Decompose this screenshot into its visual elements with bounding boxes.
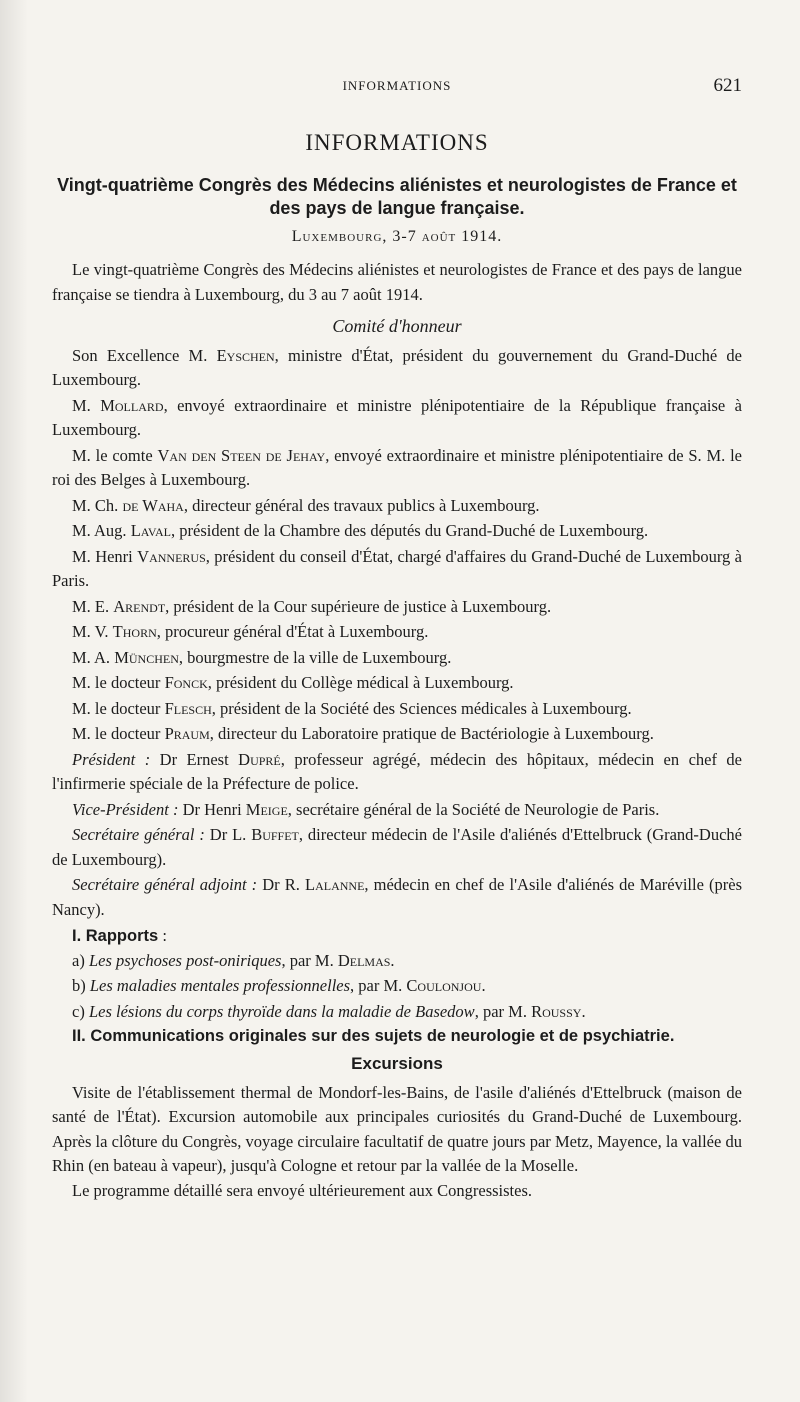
member-prefix: M. V. [72,622,113,641]
dateline: Luxembourg, 3-7 août 1914. [291,228,503,245]
member-name: de Waha [122,495,184,515]
member-name: Laval [130,521,172,540]
member-prefix: M. A. [72,647,115,667]
rapport-title: Les maladies mentales professionnelles [89,976,351,995]
comite-member [52,519,742,544]
member-description: , président de la Chambre des députés du Grand-Duché de Luxembourg. [171,521,649,540]
rapport-author: Roussy [531,1001,582,1021]
officer-role: Secrétaire général adjoint : [72,875,258,894]
member-description: , président du Collège médical à Luxembourg. [207,673,514,692]
member-description: , envoyé extraordinaire et ministre plénipotentiaire de S. M. le roi des Belges à Luxembourg. [52,445,742,489]
running-header [52,75,742,100]
member-description: , président de la Cour supérieure de justice à Luxembourg. [165,596,552,616]
member-name: Eyschen [216,345,275,365]
officers-list [52,748,742,923]
comite-member [52,646,742,671]
comite-members [52,344,742,747]
member-description: , envoyé extraordinaire et ministre plénipotentiaire de la République française à Luxembourg. [52,395,742,439]
comite-member [52,671,742,696]
member-prefix: M. Ch. [72,495,123,515]
member-prefix: Son Excellence M. [72,345,217,365]
rapport-author: Delmas [337,950,391,970]
officer-entry [52,873,742,922]
rapport-item [52,949,742,974]
comite-member [52,545,742,594]
rapport-author: Coulonjou [406,976,482,995]
rapport-letter: a) [72,950,85,970]
rapport-author-prefix: , par M. [474,1001,532,1021]
member-name: Arendt [113,596,166,616]
closing-paragraph: Le programme détaillé sera envoyé ultérieurement aux Congressistes. [72,1180,533,1200]
officer-prefix: Dr R. [257,875,306,894]
comite-member [52,494,742,519]
comite-member [52,444,742,493]
article-body [52,258,742,1203]
officer-entry [52,748,742,797]
officer-role: Secrétaire général : [72,825,205,844]
officer-prefix: Dr Ernest [150,749,239,769]
excursions-paragraph: Visite de l'établissement thermal de Mondorf-les-Bains, de l'asile d'aliénés d'Ettelbruck (maison de santé de l'État). Excursion automobile aux principales curiosités du Grand-Duché de Luxembourg. Après la clôture du Congrès, voyage circulaire facultatif de quatre jours par Metz, Mayence, la vallée du Rhin (en bateau à vapeur), jusqu'à Cologne et retour par la vallée de la Moselle. [52,1082,742,1175]
member-name: Van den Steen de Jehay [157,445,326,465]
excursions-title: Excursions [351,1054,443,1073]
comite-member [52,394,742,443]
member-name: Flesch [164,698,212,718]
officer-prefix: Dr L. [204,825,252,844]
officer-name: Dupré [238,749,281,769]
member-prefix: M. [72,395,101,415]
member-prefix: M. Henri [72,546,138,566]
rapport-item [52,1000,742,1025]
officer-description: , professeur agrégé, médecin des hôpitaux, médecin en chef de l'infirmerie spéciale de la Préfecture de police. [52,749,742,793]
communications-heading: II. Communications originales sur des sujets de neurologie et de psychiatrie. [72,1027,675,1045]
rapports-heading: I. Rapports [72,927,159,945]
member-description: , président de la Société des Sciences médicales à Luxembourg. [211,698,632,718]
rapport-end: . [390,950,395,970]
member-prefix: M. le comte [72,445,158,465]
officer-description: , médecin en chef de l'Asile d'aliénés de Maréville (près Nancy). [52,875,743,919]
officer-description: , directeur médecin de l'Asile d'aliénés d'Ettelbruck (Grand-Duché de Luxembourg). [52,825,742,869]
page-edge-shadow [0,0,28,1402]
member-name: Mollard [100,395,164,415]
member-name: Vannerus [137,546,206,566]
member-description: , directeur général des travaux publics à Luxembourg. [183,495,540,515]
running-title: INFORMATIONS [342,78,452,93]
officer-description: , secrétaire général de la Société de Neurologie de Paris. [287,799,660,819]
rapport-end: . [481,976,486,995]
page-title: INFORMATIONS [305,130,489,155]
officer-prefix: Dr Henri [178,799,246,819]
comite-member [52,722,742,747]
member-name: Fonck [164,673,208,692]
comite-title: Comité d'honneur [332,316,462,336]
member-name: Thorn [112,622,157,641]
rapports-heading-line: I. Rapports : [72,926,167,945]
rapport-item [52,974,742,999]
member-description: , bourgmestre de la ville de Luxembourg. [178,647,452,667]
officer-entry [52,798,742,823]
officer-entry [52,823,742,872]
officer-name: Lalanne [305,875,365,894]
member-name: Praum [164,724,210,743]
member-prefix: M. le docteur [72,673,165,692]
rapport-title: Les psychoses post-oniriques [88,950,282,970]
member-prefix: M. le docteur [72,724,165,743]
comite-member [52,344,742,393]
rapport-author-prefix: , par M. [350,976,407,995]
member-name: München [114,647,179,667]
rapport-letter: b) [72,976,86,995]
comite-member [52,595,742,620]
rapport-end: . [581,1001,586,1021]
page-number: 621 [713,75,742,96]
officer-role: Vice-Président : [72,799,179,819]
officer-role: Président : [72,749,151,769]
member-prefix: M. E. [72,596,114,616]
rapport-author-prefix: , par M. [281,950,338,970]
member-description: , procureur général d'État à Luxembourg. [156,622,429,641]
comite-member [52,697,742,722]
congress-headline: Vingt-quatrième Congrès des Médecins aliénistes et neurologistes de France et des pays de langue française. [57,175,737,218]
officer-name: Buffet [251,825,299,844]
document-page [52,0,742,1402]
member-prefix: M. le docteur [72,698,165,718]
member-description: , président du conseil d'État, chargé d'affaires du Grand-Duché de Luxembourg à Paris. [52,546,742,590]
member-description: , directeur du Laboratoire pratique de Bactériologie à Luxembourg. [209,724,654,743]
member-prefix: M. Aug. [72,521,131,540]
rapport-letter: c) [72,1001,85,1021]
intro-paragraph: Le vingt-quatrième Congrès des Médecins aliénistes et neurologistes de France et des pays de langue française se tiendra à Luxembourg, du 3 au 7 août 1914. [52,260,742,304]
comite-member [52,620,742,645]
officer-name: Meige [245,799,288,819]
rapport-title: Les lésions du corps thyroïde dans la maladie de Basedow [88,1001,475,1021]
rapports-list [52,949,742,1025]
member-description: , ministre d'État, président du gouvernement du Grand-Duché de Luxembourg. [52,345,742,389]
